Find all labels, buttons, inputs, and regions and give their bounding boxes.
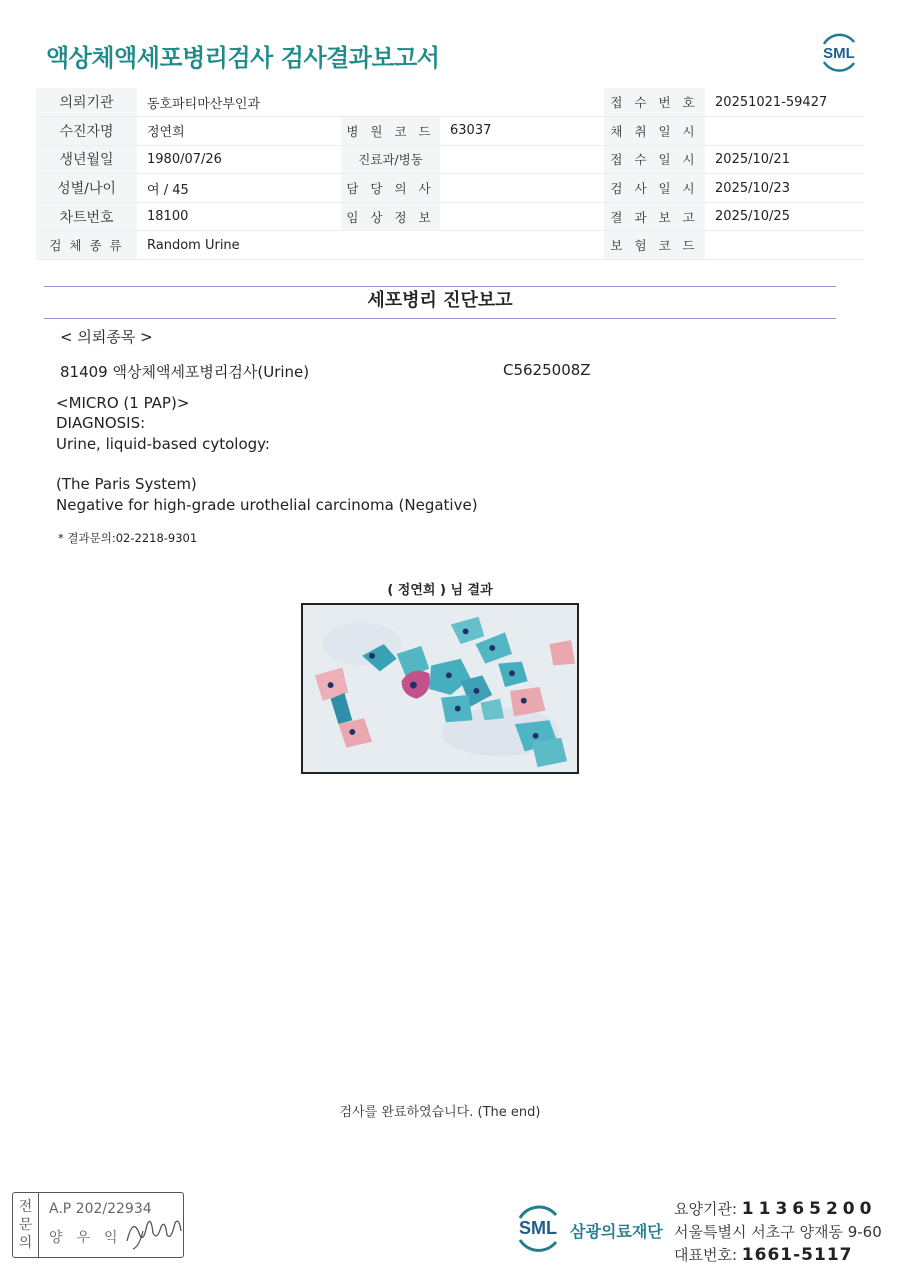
order-heading: < 의뢰종목 > bbox=[60, 328, 153, 346]
info-row bbox=[36, 117, 864, 146]
phone-number: 1661-5117 bbox=[741, 1245, 853, 1265]
dept-value bbox=[440, 145, 604, 174]
requester-value: 동호파티마산부인과 bbox=[137, 88, 604, 117]
receipt-no-value: 20251021-59427 bbox=[705, 88, 864, 117]
sml-logo-text: SML bbox=[823, 45, 855, 62]
section-title: 세포병리 진단보고 bbox=[367, 290, 513, 311]
signature-icon bbox=[123, 1211, 183, 1251]
institution-code-line bbox=[674, 1198, 876, 1219]
sml-foundation-logo-text: SML bbox=[519, 1218, 557, 1238]
cytology-image bbox=[301, 603, 579, 774]
doctor-value bbox=[440, 174, 604, 203]
receipt-date-value: 2025/10/21 bbox=[705, 145, 864, 174]
stamp-doctor-name: 양우익 bbox=[49, 1230, 132, 1246]
test-date-value: 2025/10/23 bbox=[705, 174, 864, 203]
birth-label: 생년월일 bbox=[36, 145, 137, 174]
info-row bbox=[36, 88, 864, 117]
patient-label: 수진자명 bbox=[36, 117, 137, 146]
info-row bbox=[36, 174, 864, 203]
sml-logo bbox=[816, 30, 862, 74]
insurance-value bbox=[705, 231, 864, 260]
report-date-value: 2025/10/25 bbox=[705, 202, 864, 231]
diagnosis-line: Urine, liquid-based cytology: bbox=[56, 435, 270, 453]
info-row bbox=[36, 231, 864, 260]
requester-label: 의뢰기관 bbox=[36, 88, 137, 117]
chart-no-value: 18100 bbox=[137, 202, 341, 231]
report-date-label: 결 과 보 고 bbox=[604, 202, 705, 231]
clinical-label: 임 상 정 보 bbox=[341, 202, 440, 231]
collect-date-label: 채 취 일 시 bbox=[604, 117, 705, 146]
hospital-code-value: 63037 bbox=[440, 117, 604, 146]
test-date-label: 검 사 일 시 bbox=[604, 174, 705, 203]
sex-age-label: 성별/나이 bbox=[36, 174, 137, 203]
info-row bbox=[36, 145, 864, 174]
inquiry-phone: * 결과문의:02-2218-9301 bbox=[58, 531, 198, 545]
receipt-date-label: 접 수 일 시 bbox=[604, 145, 705, 174]
diagnosis-heading: DIAGNOSIS: bbox=[56, 414, 146, 432]
patient-info-table bbox=[36, 88, 864, 260]
report-title: 액상체액세포병리검사 검사결과보고서 bbox=[46, 44, 440, 72]
stamp-side-label bbox=[13, 1193, 39, 1257]
chart-no-label: 차트번호 bbox=[36, 202, 137, 231]
stamp-side-char: 의 bbox=[18, 1235, 33, 1251]
sex-age-value: 여 / 45 bbox=[137, 174, 341, 203]
sml-foundation-logo bbox=[510, 1200, 566, 1256]
collect-date-value bbox=[705, 117, 864, 146]
doctor-label: 담 당 의 사 bbox=[341, 174, 440, 203]
stamp-side-char: 문 bbox=[18, 1217, 33, 1233]
hospital-code-label: 병 원 코 드 bbox=[341, 117, 440, 146]
phone-line bbox=[674, 1244, 852, 1265]
stamp-license-code: A.P 202/22934 bbox=[49, 1201, 152, 1217]
specimen-label: 검 체 종 류 bbox=[36, 231, 137, 260]
micro-heading: <MICRO (1 PAP)> bbox=[56, 394, 190, 412]
diagnosis-result: Negative for high-grade urothelial carcinoma (Negative) bbox=[56, 496, 478, 514]
receipt-no-label: 접 수 번 호 bbox=[604, 88, 705, 117]
insurance-label: 보 험 코 드 bbox=[604, 231, 705, 260]
dept-label: 진료과/병동 bbox=[341, 145, 440, 174]
section-rule-bottom bbox=[44, 318, 836, 319]
info-row bbox=[36, 202, 864, 231]
specimen-value: Random Urine bbox=[137, 231, 604, 260]
institution-code-label: 요양기관: bbox=[674, 1200, 738, 1218]
image-caption: ( 정연희 ) 님 결과 bbox=[387, 583, 493, 598]
order-code: C5625008Z bbox=[503, 361, 591, 379]
institution-code: 11365200 bbox=[741, 1199, 877, 1219]
patient-value: 정연희 bbox=[137, 117, 341, 146]
foundation-name: 삼광의료재단 bbox=[570, 1222, 663, 1241]
order-item: 81409 액상체액세포병리검사(Urine) bbox=[60, 363, 310, 381]
paris-system: (The Paris System) bbox=[56, 475, 197, 493]
stamp-side-char: 전 bbox=[18, 1199, 33, 1215]
phone-label: 대표번호: bbox=[674, 1246, 738, 1264]
clinical-value bbox=[440, 202, 604, 231]
birth-value: 1980/07/26 bbox=[137, 145, 341, 174]
address: 서울특별시 서초구 양재동 9-60 bbox=[674, 1223, 882, 1241]
pathologist-stamp bbox=[12, 1192, 184, 1258]
end-text: 검사를 완료하였습니다. (The end) bbox=[339, 1105, 541, 1120]
